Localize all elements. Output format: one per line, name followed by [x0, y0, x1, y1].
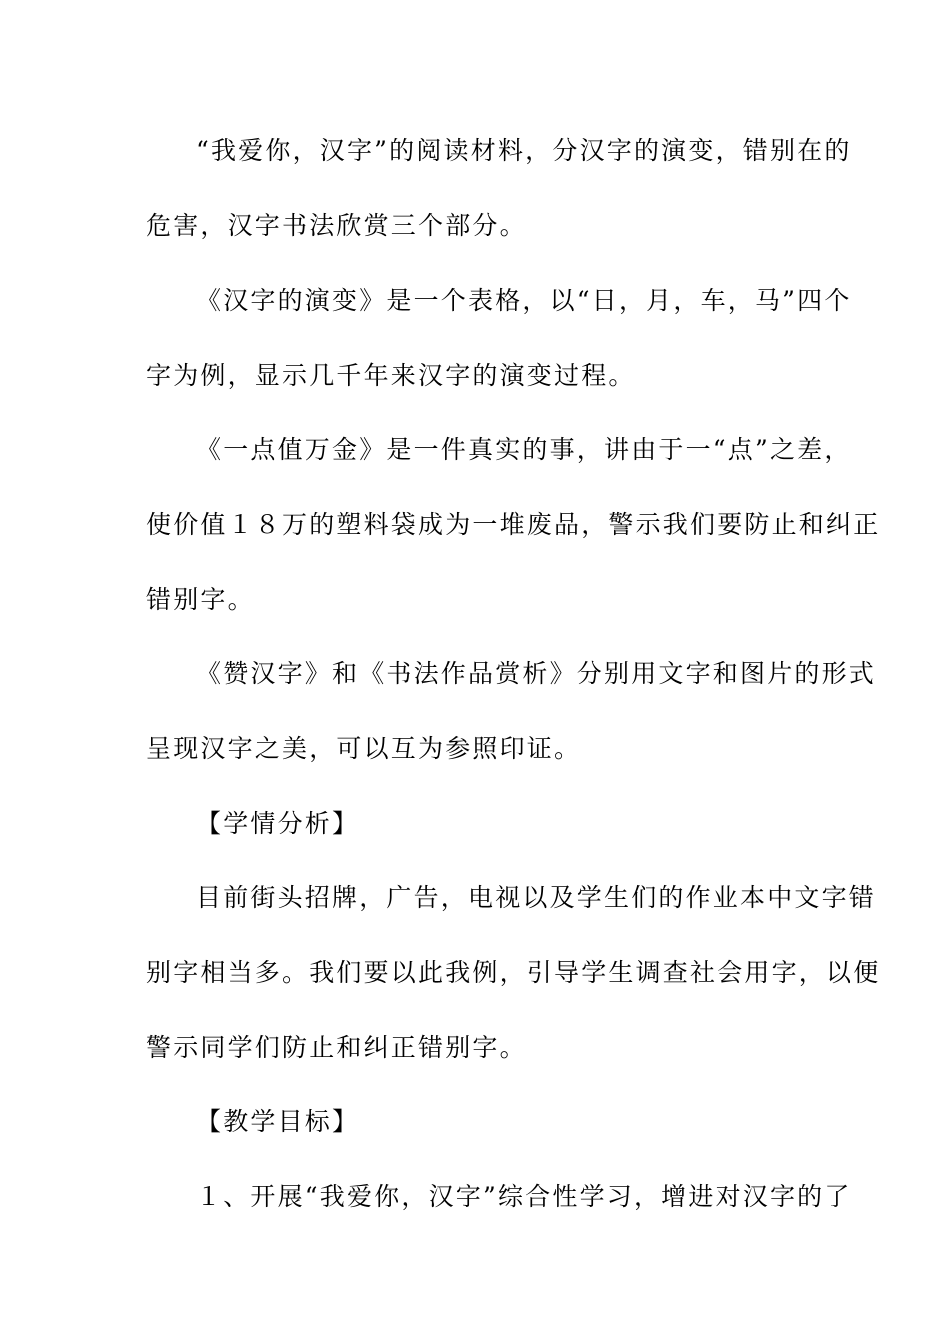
paragraph-line: 危害，汉字书法欣赏三个部分。 [146, 211, 527, 240]
paragraph-line: 《赞汉字》和《书法作品赏析》分别用文字和图片的形式 [196, 659, 877, 688]
paragraph-line: 警示同学们防止和纠正错别字。 [146, 1033, 527, 1062]
paragraph-line: 错别字。 [146, 585, 255, 614]
paragraph-line: １、开展“我爱你，汉字”综合性学习，增进对汉字的了 [196, 1182, 852, 1211]
paragraph-line: 呈现汉字之美，可以互为参照印证。 [146, 734, 582, 763]
paragraph-line: 别字相当多。我们要以此我例，引导学生调查社会用字，以便 [146, 958, 881, 987]
section-heading: 【学情分析】 [196, 809, 360, 838]
paragraph-line: 《汉字的演变》是一个表格，以“日，月，车，马”四个 [196, 286, 852, 315]
paragraph-line: 字为例，显示几千年来汉字的演变过程。 [146, 361, 636, 390]
paragraph-line: 使价值１８万的塑料袋成为一堆废品，警示我们要防止和纠正 [146, 510, 881, 539]
section-heading: 【教学目标】 [196, 1107, 360, 1136]
paragraph-line: 《一点值万金》是一件真实的事，讲由于一“点”之差， [196, 435, 852, 464]
paragraph-line: 目前街头招牌，广告，电视以及学生们的作业本中文字错 [196, 883, 877, 912]
paragraph-line: “我爱你，汉字”的阅读材料，分汉字的演变，错别在的 [196, 136, 852, 165]
